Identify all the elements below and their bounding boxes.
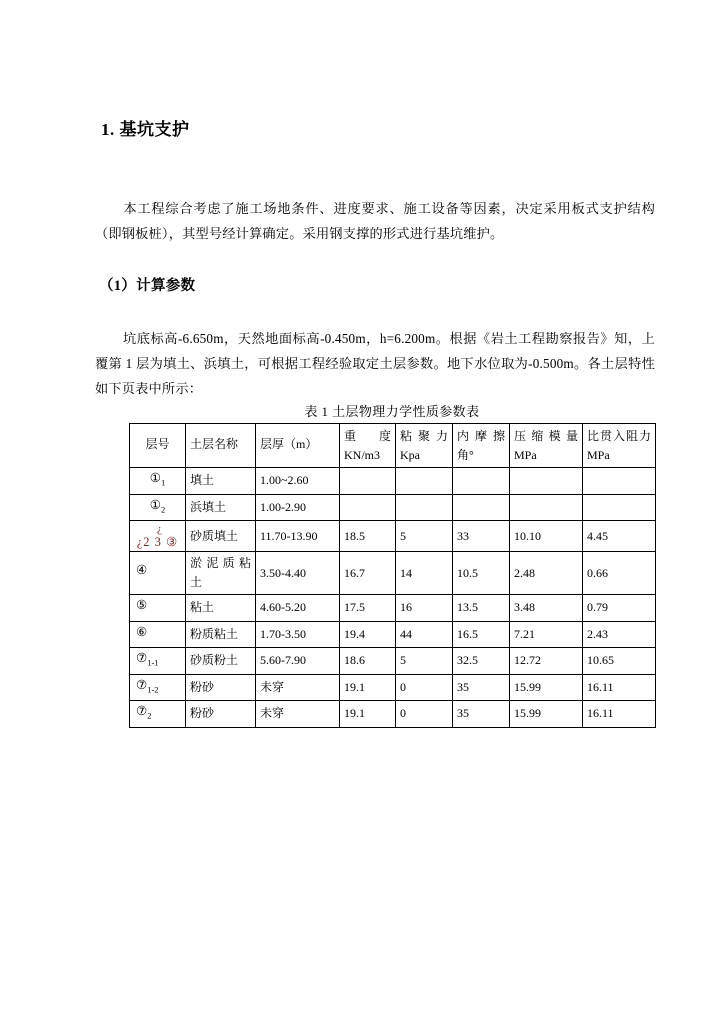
header-cell-soil-name: 土层名称 — [186, 424, 256, 468]
cell-layer-id: ④ — [130, 552, 186, 595]
table-header-row — [130, 424, 656, 468]
cell-friction-angle — [453, 494, 510, 521]
cell-layer-id-garbled — [130, 521, 186, 552]
cell-compression-modulus: 15.99 — [510, 701, 583, 728]
spacer — [95, 142, 655, 196]
cell-thickness: 11.70-13.90 — [256, 521, 340, 552]
section-heading-2: （1）计算参数 — [99, 277, 196, 294]
cell-penetration-resistance: 16.11 — [583, 674, 656, 701]
cell-unit-weight: 19.1 — [340, 701, 396, 728]
cell-cohesion — [396, 494, 453, 521]
cell-soil-name: 粉砂 — [186, 701, 256, 728]
table-row — [130, 621, 656, 648]
cell-penetration-resistance: 0.79 — [583, 595, 656, 622]
cell-compression-modulus: 12.72 — [510, 648, 583, 675]
cell-unit-weight — [340, 468, 396, 495]
table-caption: 表 1 土层物理力学性质参数表 — [304, 404, 480, 420]
header-cell-friction-angle: 内摩擦 角° — [453, 424, 510, 468]
table-row — [130, 595, 656, 622]
cell-compression-modulus: 7.21 — [510, 621, 583, 648]
cell-penetration-resistance: 10.65 — [583, 648, 656, 675]
cell-layer-id: $⑦_{1-1}$ — [130, 648, 186, 675]
cell-cohesion: 16 — [396, 595, 453, 622]
cell-unit-weight: 19.1 — [340, 674, 396, 701]
section-heading-1: 1. 基坑支护 — [101, 120, 190, 139]
cell-cohesion: 44 — [396, 621, 453, 648]
cell-compression-modulus: 2.48 — [510, 552, 583, 595]
cell-layer-id: $⑦_2$ — [130, 701, 186, 728]
paragraph-intro-text: 本工程综合考虑了施工场地条件、进度要求、施工设备等因素，决定采用板式支护结构（即钢板桩），其型号经计算确定。采用钢支撑的形式进行基坑维护。 — [95, 200, 655, 241]
cell-soil-name — [186, 552, 256, 595]
cell-soil-name: 填土 — [186, 468, 256, 495]
cell-thickness: 5.60-7.90 — [256, 648, 340, 675]
cell-penetration-resistance — [583, 468, 656, 495]
cell-friction-angle: 35 — [453, 674, 510, 701]
cell-thickness: 3.50-4.40 — [256, 552, 340, 595]
table-row — [130, 494, 656, 521]
cell-compression-modulus — [510, 494, 583, 521]
cell-compression-modulus: 10.10 — [510, 521, 583, 552]
cell-friction-angle: 32.5 — [453, 648, 510, 675]
header-cell-thickness: 层厚（m） — [256, 424, 340, 468]
cell-thickness: 1.70-3.50 — [256, 621, 340, 648]
cell-unit-weight: 17.5 — [340, 595, 396, 622]
paragraph-parameters — [95, 326, 655, 401]
header-cell-unit-weight: 重 度 KN/m3 — [340, 424, 396, 468]
cell-soil-name: 粉砂 — [186, 674, 256, 701]
cell-compression-modulus — [510, 468, 583, 495]
garbled-layer-id: ¿ ¿2 3 ③ — [136, 523, 179, 550]
cell-penetration-resistance: 16.11 — [583, 701, 656, 728]
cell-unit-weight: 16.7 — [340, 552, 396, 595]
spacer — [95, 246, 655, 276]
cell-cohesion: 0 — [396, 674, 453, 701]
cell-friction-angle: 13.5 — [453, 595, 510, 622]
cell-cohesion: 5 — [396, 648, 453, 675]
paragraph-parameters-text: 坑底标高-6.650m，天然地面标高-0.450m，h=6.200m。根据《岩土工程勘察报告》知，上覆第 1 层为填土、浜填土，可根据工程经验取定土层参数。地下水位取为-0.500m。各土层特性如下页表中所示： — [95, 331, 655, 397]
cell-friction-angle: 35 — [453, 701, 510, 728]
cell-layer-id: $⑦_{1-2}$ — [130, 674, 186, 701]
cell-friction-angle: 10.5 — [453, 552, 510, 595]
cell-soil-name: 粉质粘土 — [186, 621, 256, 648]
cell-cohesion: 14 — [396, 552, 453, 595]
cell-layer-id: $①_1$ — [130, 468, 186, 495]
cell-soil-name: 浜填土 — [186, 494, 256, 521]
cell-thickness: 4.60-5.20 — [256, 595, 340, 622]
page-content — [95, 118, 655, 728]
cell-thickness: 未穿 — [256, 701, 340, 728]
table-row — [130, 674, 656, 701]
cell-unit-weight: 19.4 — [340, 621, 396, 648]
spacer — [95, 296, 655, 326]
cell-soil-name: 粘土 — [186, 595, 256, 622]
table-row — [130, 521, 656, 552]
cell-layer-id: ⑥ — [130, 621, 186, 648]
table-row — [130, 648, 656, 675]
cell-unit-weight: 18.5 — [340, 521, 396, 552]
paragraph-intro — [95, 196, 655, 246]
cell-unit-weight: 18.6 — [340, 648, 396, 675]
header-cell-cohesion: 粘聚力 Kpa — [396, 424, 453, 468]
cell-soil-name: 砂质填土 — [186, 521, 256, 552]
soil-name-wrapped: 淤泥质粘 土 — [190, 556, 251, 590]
cell-penetration-resistance: 4.45 — [583, 521, 656, 552]
cell-cohesion — [396, 468, 453, 495]
cell-thickness: 1.00~2.60 — [256, 468, 340, 495]
table-row — [130, 701, 656, 728]
cell-friction-angle — [453, 468, 510, 495]
table-container — [129, 401, 655, 728]
cell-penetration-resistance: 2.43 — [583, 621, 656, 648]
cell-layer-id: ⑤ — [130, 595, 186, 622]
cell-soil-name: 砂质粉土 — [186, 648, 256, 675]
cell-compression-modulus: 15.99 — [510, 674, 583, 701]
header-cell-layer-id: 层号 — [130, 424, 186, 468]
cell-penetration-resistance — [583, 494, 656, 521]
cell-unit-weight — [340, 494, 396, 521]
header-cell-compression-modulus: 压缩模量 MPa — [510, 424, 583, 468]
soil-parameters-table — [129, 423, 656, 728]
cell-cohesion: 0 — [396, 701, 453, 728]
cell-friction-angle: 16.5 — [453, 621, 510, 648]
cell-cohesion: 5 — [396, 521, 453, 552]
table-row — [130, 468, 656, 495]
cell-friction-angle: 33 — [453, 521, 510, 552]
cell-layer-id: $①_2$ — [130, 494, 186, 521]
cell-thickness: 未穿 — [256, 674, 340, 701]
cell-penetration-resistance: 0.66 — [583, 552, 656, 595]
cell-compression-modulus: 3.48 — [510, 595, 583, 622]
header-cell-penetration-resistance: 比贯入阻力 MPa — [583, 424, 656, 468]
table-row — [130, 552, 656, 595]
cell-thickness: 1.00-2.90 — [256, 494, 340, 521]
